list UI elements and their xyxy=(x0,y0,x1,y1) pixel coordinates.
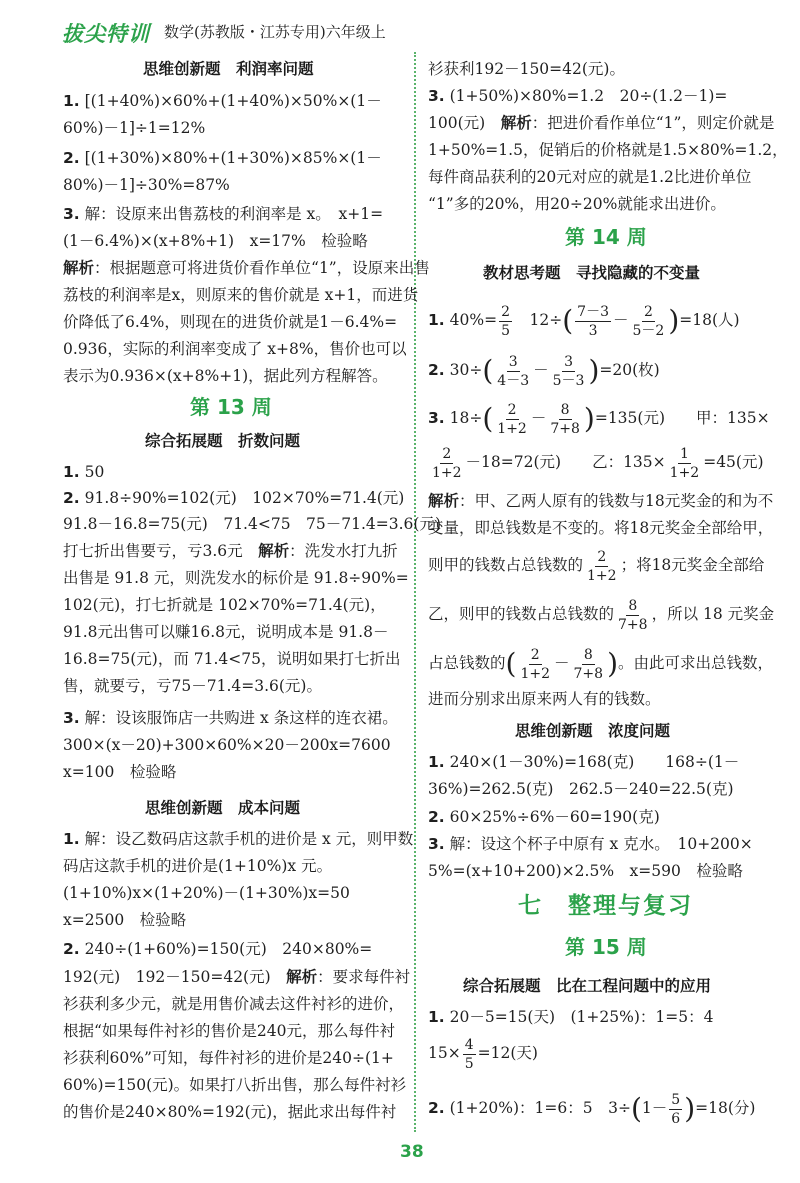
answer-3-line-1: 3. (1+50%)×80%=1.2 20÷(1.2－1)= xyxy=(428,87,728,105)
analysis-line: 荔枝的利润率是x，则原来的售价就是 x+1，而进货 xyxy=(63,286,419,304)
answer-1-line-2: 60%)－1]÷1=12% xyxy=(63,119,206,137)
answer-1-line-3: (1+10%)x×(1+20%)－(1+30%)x=50 xyxy=(63,884,350,902)
analysis-line: 91.8元出售可以赚16.8元，说明成本是 91.8－ xyxy=(63,623,389,641)
analysis-line: 1+50%=1.5，促销后的价格就是1.5×80%=1.2， xyxy=(428,141,788,159)
analysis-line: 每件商品获利的20元对应的就是1.2比进价单位 xyxy=(428,168,752,186)
analysis-line: 出售是 91.8 元，则洗发水的标价是 91.8÷90%= xyxy=(63,569,409,587)
answer-1-line-2: 36%)=262.5(克) 262.5－240=22.5(克) xyxy=(428,780,734,798)
analysis-line: 的售价是240×80%=192(元)，据此求出每件衬 xyxy=(63,1103,397,1121)
answer-2-line-1: 2. [(1+30%)×80%+(1+30%)×85%×(1－ xyxy=(63,149,382,167)
answer-3-line-2: 100(元) 解析：把进价看作单位“1”，则定价就是 xyxy=(428,114,775,132)
answer-1-line-1: 1. 240×(1－30%)=168(克) 168÷(1－ xyxy=(428,753,740,771)
analysis-line: 102(元)，打七折就是 102×70%=71.4(元)， xyxy=(63,596,386,614)
answer-3-line-2: $\frac{2}{1+2}$ －18=72(元) 乙：135× $\frac{1}{1+2}$ =45(元) xyxy=(432,445,764,481)
answer-1-line-1: 1. [(1+40%)×60%+(1+40%)×50%×(1－ xyxy=(63,92,382,110)
answer-3-line-3: x=100 检验略 xyxy=(63,763,177,781)
analysis-line: 解析：甲、乙两人原有的钱数与18元奖金的和为不 xyxy=(428,492,774,510)
answer-3-line-1: 3. 18÷( $\frac{2}{1+2}$ － $\frac{8}{7+8}$ )=135(元) 甲：135× xyxy=(428,401,770,437)
chapter-title: 七 整理与复习 xyxy=(518,893,693,919)
answer-2: 2. (1+20%)：1=6：5 3÷(1－ $\frac{5}{6}$ )=18(分) xyxy=(428,1091,756,1127)
analysis-line: 60%)=150(元)。如果打八折出售，那么每件衬衫 xyxy=(63,1076,407,1094)
analysis-line: “1”多的20%，用20÷20%就能求出进价。 xyxy=(428,195,726,213)
analysis-line: 表示为0.936×(x+8%+1)，据此列方程解答。 xyxy=(63,367,388,385)
week-title: 第 13 周 xyxy=(190,395,272,419)
analysis-line: 0.936，实际的利润率变成了 x+8%，售价也可以 xyxy=(63,340,407,358)
analysis-line: 乙，则甲的钱数占总钱数的 $\frac{8}{7+8}$ ，所以 18 元奖金 xyxy=(428,597,775,633)
fraction: $\frac{2}{1+2}$ xyxy=(432,445,462,481)
answer-3-line-1: 3. 解：设原来出售荔枝的利润率是 x。 x+1= xyxy=(63,205,384,223)
fraction: $\frac{8}{7+8}$ xyxy=(550,401,580,437)
analysis-line: 衫获利60%”可知，每件衬衫的进价是240÷(1+ xyxy=(63,1049,394,1067)
answer-1-line-1: 1. 20－5=15(天) (1+25%)：1=5：4 xyxy=(428,1008,714,1026)
page-header xyxy=(62,18,762,46)
brand-logo: 拔尖特训 xyxy=(62,22,150,46)
answer-1-line-2: 15× $\frac{4}{5}$ =12(天) xyxy=(428,1036,538,1072)
book-subject: 数学(苏教版・江苏专用)六年级上 xyxy=(164,23,386,41)
analysis-line: 16.8=75(元)，而 71.4<75，说明如果打七折出 xyxy=(63,650,401,668)
answer-3-line-2: 300×(x－20)+300×60%×20－200x=7600 xyxy=(63,736,391,754)
answer-3-line-2: (1－6.4%)×(x+8%+1) x=17% 检验略 xyxy=(63,232,368,250)
fraction: $\frac{2}{5}$ xyxy=(501,303,510,339)
fraction: $\frac{2}{1+2}$ xyxy=(587,548,617,584)
analysis-line: 根据“如果每件衬衫的售价是240元，那么每件衬 xyxy=(63,1022,396,1040)
answer-2-line-1: 2. 240÷(1+60%)=150(元) 240×80%= xyxy=(63,940,373,958)
fraction: $\frac{2}{5-2}$ xyxy=(632,303,665,339)
analysis-line: 进而分别求出原来两人有的钱数。 xyxy=(428,690,661,708)
answer-2-line-2: 192(元) 192－150=42(元) 解析：要求每件衬 xyxy=(63,968,411,986)
analysis-line: 则甲的钱数占总钱数的 $\frac{2}{1+2}$ ；将18元奖金全部给 xyxy=(428,548,765,584)
section-heading: 思维创新题 利润率问题 xyxy=(143,60,314,78)
analysis-line: 占总钱数的( $\frac{2}{1+2}$ － $\frac{8}{7+8}$ )。由此可求出总钱数， xyxy=(428,646,774,682)
answer-1-line-2: 码店这款手机的进价是(1+10%)x 元。 xyxy=(63,857,333,875)
fraction: $\frac{2}{1+2}$ xyxy=(520,646,550,682)
analysis-line: 衫获利多少元，就是用售价减去这件衬衫的进价， xyxy=(63,995,405,1013)
answer-1: 1. 50 xyxy=(63,463,105,481)
fraction: $\frac{3}{5-3}$ xyxy=(552,353,585,389)
fraction: $\frac{4}{5}$ xyxy=(464,1036,474,1072)
answer-1: 1. 40%= $\frac{2}{5}$ 12÷( $\frac{7-3}{3}$ － $\frac{2}{5-2}$ )=18(人) xyxy=(428,303,740,339)
answer-1-line-4: x=2500 检验略 xyxy=(63,911,187,929)
answer-1-line-1: 1. 解：设乙数码店这款手机的进价是 x 元，则甲数 xyxy=(63,830,414,848)
answer-2-line-1: 2. 91.8÷90%=102(元) 102×70%=71.4(元) xyxy=(63,489,405,507)
answer-3-line-2: 5%=(x+10+200)×2.5% x=590 检验略 xyxy=(428,862,743,880)
section-heading: 思维创新题 浓度问题 xyxy=(515,722,671,740)
analysis-line: 价降低了6.4%，则现在的进货价就是1－6.4%= xyxy=(63,313,398,331)
fraction: $\frac{8}{7+8}$ xyxy=(573,646,604,682)
answer-2-line-2: 91.8－16.8=75(元) 71.4<75 75－71.4=3.6(元) xyxy=(63,515,442,533)
week-title: 第 14 周 xyxy=(565,225,647,249)
answer-2: 2. 60×25%÷6%－60=190(克) xyxy=(428,808,660,826)
analysis-line: 变量，即总钱数是不变的。将18元奖金全部给甲， xyxy=(428,519,774,537)
answer-2-continuation: 衫获利192－150=42(元)。 xyxy=(428,60,625,78)
fraction: $\frac{5}{6}$ xyxy=(671,1091,681,1127)
fraction: $\frac{1}{1+2}$ xyxy=(669,445,700,481)
answer-3-line-1: 3. 解：设该服饰店一共购进 x 条这样的连衣裙。 xyxy=(63,709,398,727)
section-heading: 综合拓展题 折数问题 xyxy=(145,432,301,450)
answer-3-line-1: 3. 解：设这个杯子中原有 x 克水。 10+200× xyxy=(428,835,753,853)
answer-2-line-2: 80%)－1]÷30%=87% xyxy=(63,176,230,194)
analysis-line: 售，就要亏，亏75－71.4=3.6(元)。 xyxy=(63,677,322,695)
section-heading: 教材思考题 寻找隐藏的不变量 xyxy=(483,264,701,282)
page-number: 38 xyxy=(400,1142,424,1162)
answer-2-line-3: 打七折出售要亏，亏3.6元 解析：洗发水打九折 xyxy=(63,542,398,560)
column-divider xyxy=(414,52,416,1132)
answer-2: 2. 30÷( $\frac{3}{4-3}$ － $\frac{3}{5-3}$ )=20(枚) xyxy=(428,353,660,389)
analysis-line: 解析：根据题意可将进货价看作单位“1”，设原来出售 xyxy=(63,259,430,277)
week-title: 第 15 周 xyxy=(565,935,647,959)
fraction: $\frac{7-3}{3}$ xyxy=(577,303,609,339)
fraction: $\frac{2}{1+2}$ xyxy=(497,401,527,437)
fraction: $\frac{8}{7+8}$ xyxy=(618,597,648,633)
section-heading: 综合拓展题 比在工程问题中的应用 xyxy=(463,977,712,995)
fraction: $\frac{3}{4-3}$ xyxy=(497,353,530,389)
section-heading: 思维创新题 成本问题 xyxy=(145,799,301,817)
